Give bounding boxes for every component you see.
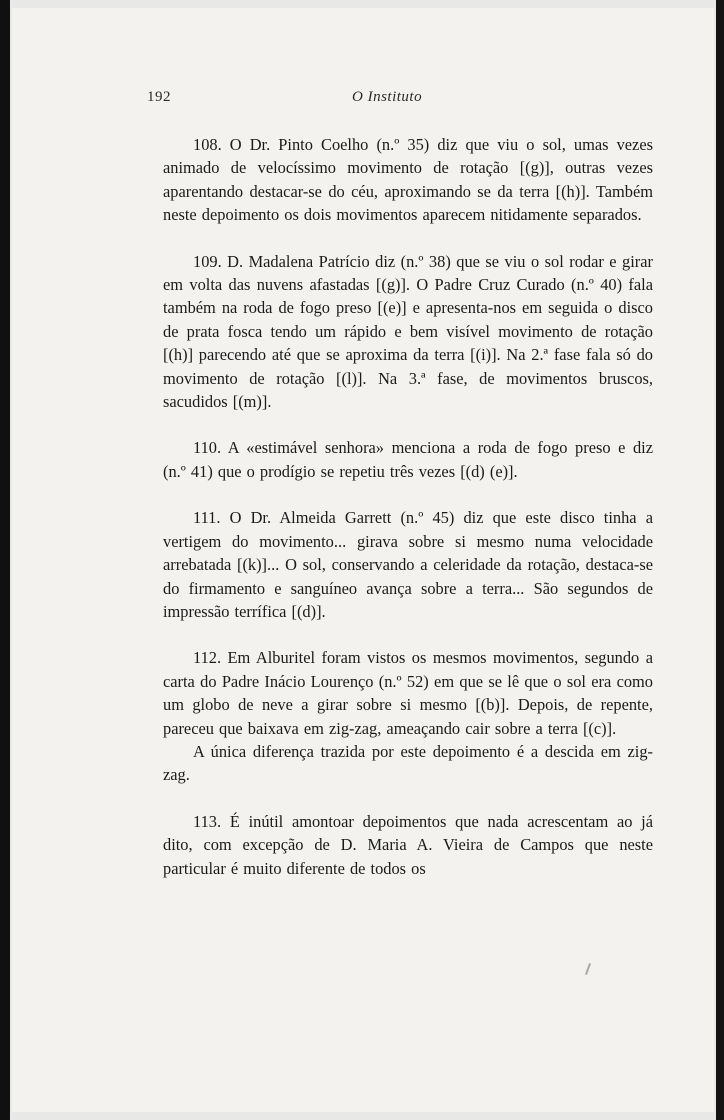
scan-border-right xyxy=(716,0,724,1120)
paragraph-112-continuation: A única diferença trazida por este depoimento é a descida em zig-zag. xyxy=(163,741,653,785)
page-number: 192 xyxy=(147,89,171,105)
stray-pencil-mark xyxy=(585,963,591,975)
paragraph-111: 111. O Dr. Almeida Garrett (n.º 45) diz que este disco tinha a vertigem do movimento... girava sobre si mesmo numa velocidade arrebatada [(k)]... O sol, conservando a celeridade da rotação, destaca-se do firmamento e sanguíneo avança sobre a terra... São segundos de impressão terrífica [(d)]. xyxy=(163,508,653,621)
book-page xyxy=(12,8,714,1112)
paragraph-109: 109. D. Madalena Patrício diz (n.º 38) que se viu o sol rodar e girar em volta das nuvens afastadas [(g)]. O Padre Cruz Curado (n.º 40) fala também na roda de fogo preso [(e)] e apresenta-nos em seguida o disco de prata fosca tendo um rápido e bem visível movimento de rotação [(h)] parecendo até que se aproxima da terra [(i)]. Na 2.ª fase fala só do movimento de rotação [(l)]. Na 3.ª fase, de movimentos bruscos, sacudidos [(m)]. xyxy=(163,251,653,412)
paragraph-108: 108. O Dr. Pinto Coelho (n.º 35) diz que viu o sol, umas vezes animado de velocíssimo movimento de rotação [(g)], outras vezes aparentando destacar-se do céu, aproximando se da terra [(h)]. Também neste depoimento os dois movimentos aparecem nitidamente separados. xyxy=(163,135,653,225)
paragraph-110: 110. A «estimável senhora» menciona a roda de fogo preso e diz (n.º 41) que o prodígio se repetiu três vezes [(d) (e)]. xyxy=(163,438,653,481)
running-title: O Instituto xyxy=(352,89,423,105)
scan-border-left xyxy=(0,0,10,1120)
paragraph-113: 113. É inútil amontoar depoimentos que nada acrescentam ao já dito, com excepção de D. Maria A. Vieira de Campos que neste particular é muito diferente de todos os xyxy=(163,811,653,878)
running-head xyxy=(147,89,477,111)
body-text xyxy=(163,133,653,903)
paragraph-112: 112. Em Alburitel foram vistos os mesmos movimentos, segundo a carta do Padre Inácio Lourenço (n.º 52) em que se lê que o sol era como um globo de neve a girar sobre si mesmo [(b)]. Depois, de repente, pareceu que baixava em zig-zag, ameaçando cair sobre a terra [(c)]. xyxy=(163,648,653,738)
